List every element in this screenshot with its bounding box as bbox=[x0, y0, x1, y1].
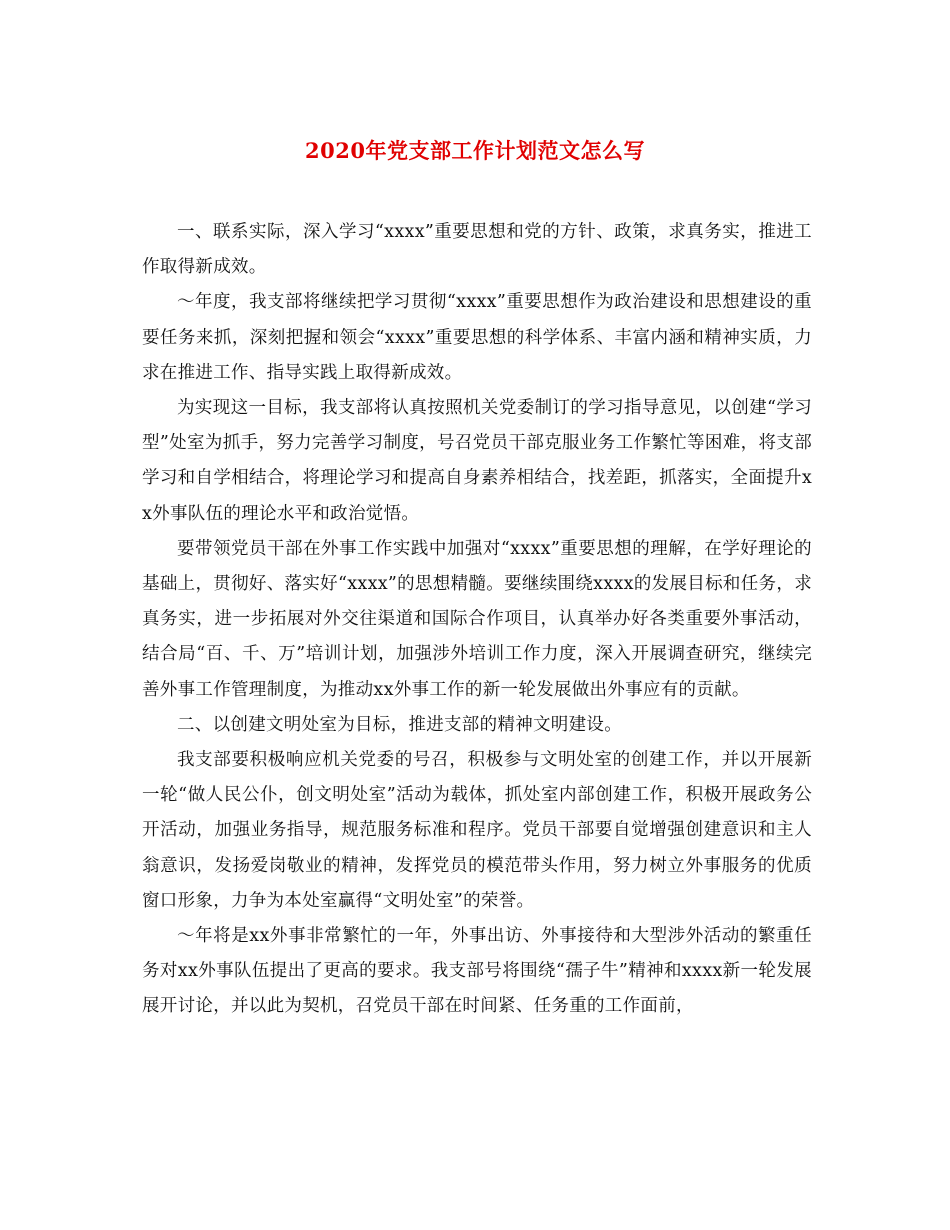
document-title: 2020年党支部工作计划范文怎么写 bbox=[305, 138, 645, 163]
paragraph-section-two-heading: 二、以创建文明处室为目标，推进支部的精神文明建设。 bbox=[177, 714, 622, 735]
paragraph-learning-system: 为实现这一目标，我支部将认真按照机关党委制订的学习指导意见，以创建“学习型”处室为抓手，努力完善学习制度，号召党员干部克服业务工作繁忙等困难，将支部学习和自学相结合，将理论学习和提高自身素养相结合，找差距，抓落实，全面提升xx外事队伍的理论水平和政治觉悟。 bbox=[142, 398, 812, 524]
document-body bbox=[142, 215, 812, 1025]
paragraph-busy-year: ～年将是xx外事非常繁忙的一年，外事出访、外事接待和大型涉外活动的繁重任务对xx外事队伍提出了更高的要求。我支部号将围绕“孺子牛”精神和xxxx新一轮发展展开讨论，并以此为契机，召党员干部在时间紧、任务重的工作面前， bbox=[142, 926, 812, 1017]
paragraph-section-one-heading: 一、联系实际，深入学习“xxxx”重要思想和党的方针、政策，求真务实，推进工作取得新成效。 bbox=[142, 222, 812, 278]
paragraph-civilized-office: 我支部要积极响应机关党委的号召，积极参与文明处室的创建工作，并以开展新一轮“做人民公仆，创文明处室”活动为载体，抓处室内部创建工作，积极开展政务公开活动，加强业务指导，规范服务标准和程序。党员干部要自觉增强创建意识和主人翁意识，发扬爱岗敬业的精神，发挥党员的模范带头作用，努力树立外事服务的优质窗口形象，力争为本处室赢得“文明处室”的荣誉。 bbox=[142, 750, 812, 911]
paragraph-foreign-affairs-practice: 要带领党员干部在外事工作实践中加强对“xxxx”重要思想的理解，在学好理论的基础上，贯彻好、落实好“xxxx”的思想精髓。要继续围绕xxxx的发展目标和任务，求真务实，进一步拓展对外交往渠道和国际合作项目，认真举办好各类重要外事活动，结合局“百、千、万”培训计划，加强涉外培训工作力度，深入开展调查研究，继续完善外事工作管理制度，为推动xx外事工作的新一轮发展做出外事应有的贡献。 bbox=[142, 538, 812, 700]
paragraph-study-goal: ～年度，我支部将继续把学习贯彻“xxxx”重要思想作为政治建设和思想建设的重要任务来抓，深刻把握和领会“xxxx”重要思想的科学体系、丰富内涵和精神实质，力求在推进工作、指导实践上取得新成效。 bbox=[142, 292, 812, 383]
